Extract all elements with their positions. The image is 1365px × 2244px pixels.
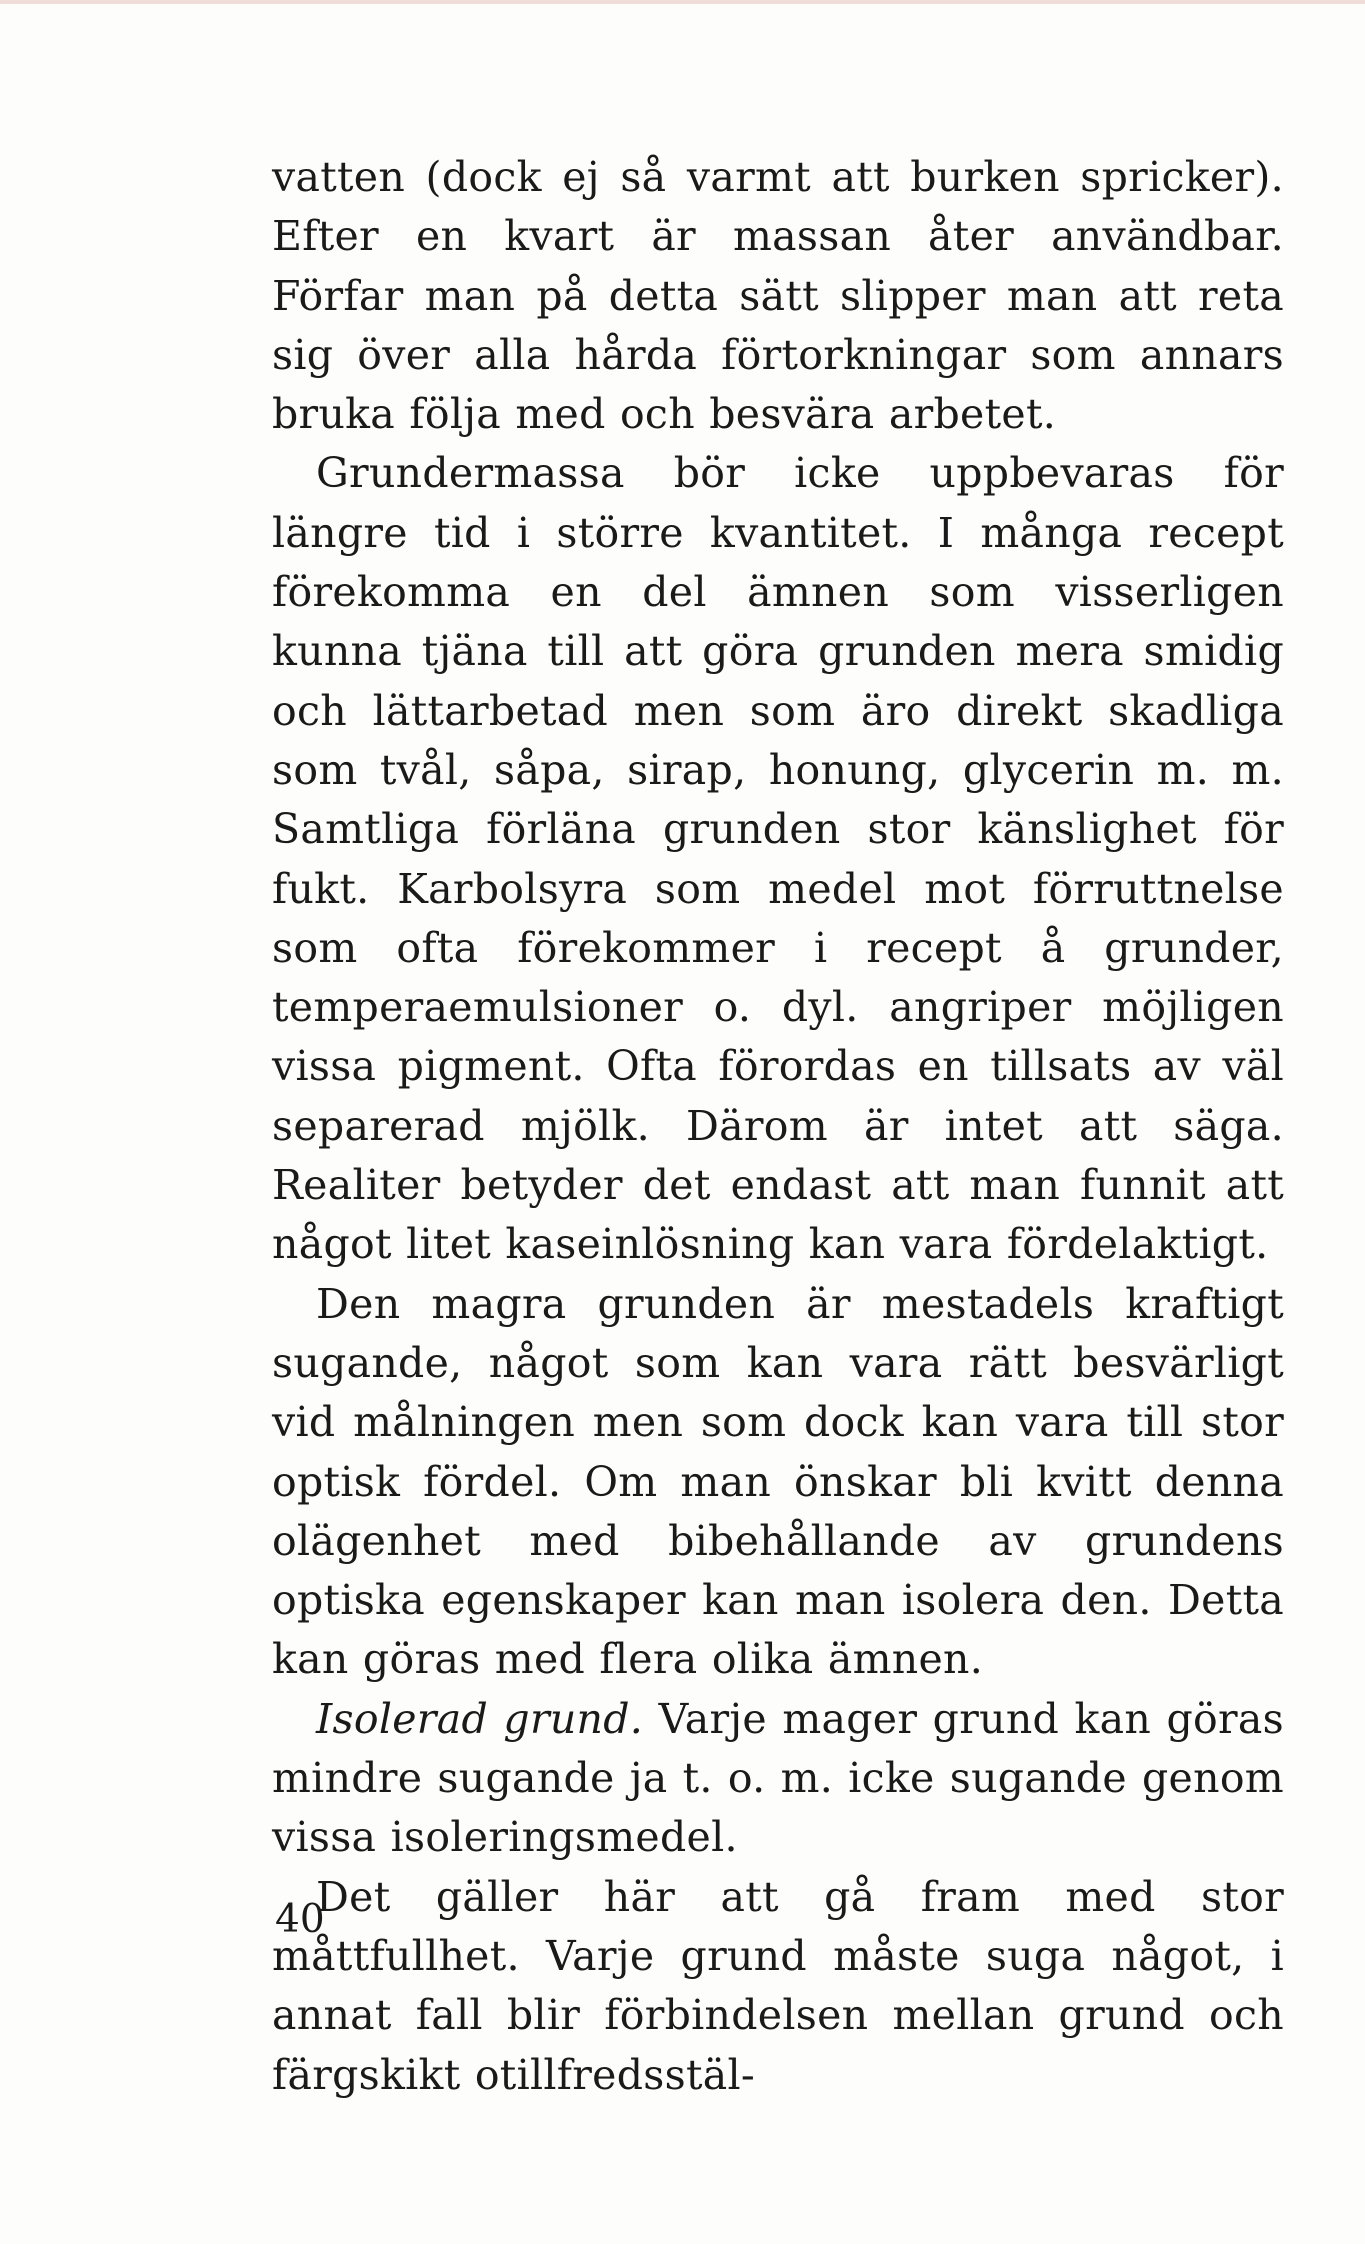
page-number: 40 xyxy=(275,1897,325,1942)
paragraph-grundermassa: Grundermassa bör icke uppbevaras för längre tid i större kvantitet. I många recept förekomma en del ämnen som visserligen kunna tjäna till att göra grunden mera smidig och lättarbetad men som äro direkt skadliga som tvål, såpa, sirap, honung, glycerin m. m. Samtliga förläna grunden stor känslighet för fukt. Karbolsyra som medel mot förruttnelse som ofta förekommer i recept å grunder, temperaemulsioner o. dyl. angriper möjligen vissa pigment. Ofta förordas en tillsats av väl separerad mjölk. Därom är intet att säga. Realiter betyder det endast att man funnit att något litet kaseinlösning kan vara fördelaktigt. xyxy=(272,449,1284,1269)
body-text xyxy=(272,148,1284,2105)
paragraph-isolerad-grund xyxy=(272,1690,1284,1868)
paragraph-continuation: vatten (dock ej så varmt att burken spricker). Efter en kvart är massan åter användbar. Förfar man på detta sätt slipper man att reta sig över alla hårda förtorkningar som annars bruka följa med och besvära arbetet. xyxy=(272,153,1284,439)
page-top-edge xyxy=(0,0,1365,4)
paragraph-magra-grunden: Den magra grunden är mestadels kraftigt sugande, något som kan vara rätt besvärligt vid målningen men som dock kan vara till stor optisk fördel. Om man önskar bli kvitt denna olägenhet med bibehållande av grundens optiska egenskaper kan man isolera den. Detta kan göras med flera olika ämnen. xyxy=(272,1279,1284,1684)
paragraph-mattfullhet: Det gäller här att gå fram med stor måttfullhet. Varje grund måste suga något, i annat fall blir förbindelsen mellan grund och färgskikt otillfredsstäl- xyxy=(272,1872,1284,2099)
isolerad-grund-text: Varje mager grund kan göras mindre sugande ja t. o. m. icke sugande genom vissa isoleringsmedel. xyxy=(272,1694,1284,1862)
section-heading-isolerad-grund: Isolerad grund. xyxy=(316,1694,644,1743)
